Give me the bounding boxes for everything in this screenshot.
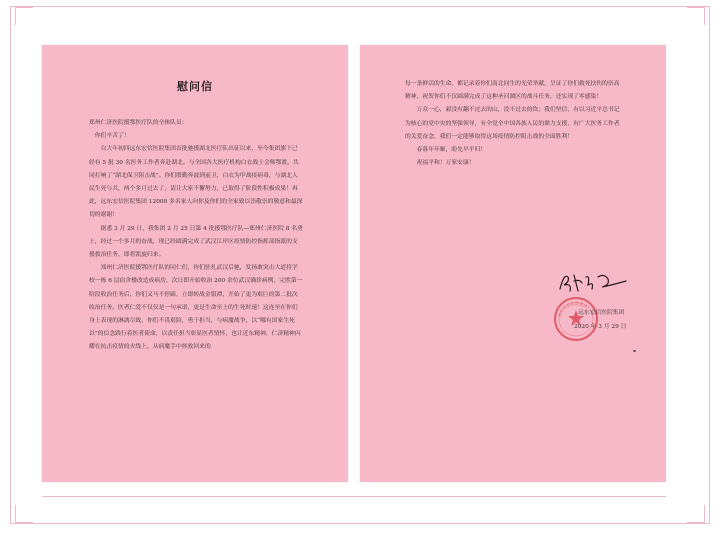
letter-title: 慰问信 [177, 80, 213, 93]
signing-organization: 远东宏信医院集团 [578, 310, 625, 316]
letter-paragraph: 据悉 3 月 29 日，我集团 2 月 25 日第 4 批援鄂医疗队—郑州仁济医院 8 名勇士，经过一个多月的奋战，现已经圆满完成了武汉江岸区疫情防控指挥部指派的支援救治任务，即将凯旋归来。 [89, 225, 303, 259]
official-seal-icon [552, 295, 600, 343]
signature-block [556, 277, 650, 357]
frame-corner-top-left [15, 7, 33, 25]
handwritten-signature [554, 267, 634, 299]
letter-greeting: 你们辛苦了！ [94, 133, 130, 140]
letter-paragraph: 自大年初四远东宏信医院集团首批驰援湖北医疗队出征以来，至今集团旗下已经有 5 批 30 名医务工作者奔赴湖北。与全国各大医疗机构白衣战士会师鄂渡，共同打响了“湖北保卫阻击战”。你们殷勤奔波到前卫，白衣为甲战疫病毒，与湖北人民生死与共，两个多月过去了，请让大家不懈努力，已取得了阶段性积极成果！再此，远东宏信医院集团 12000 多名家人向你及你们的全家致以崇敬崇的敬意和最深切的谢谢！ [89, 146, 303, 219]
frame-corner-bottom-right [687, 505, 705, 523]
letter-paragraph: 祝福平和！万家安康！ [416, 160, 475, 167]
letter-paragraph: 春暮年年顺，盼先早平归！ [416, 147, 487, 154]
frame-corner-top-right [687, 7, 705, 25]
letter-paragraph: 每一条鲜活的生命，都记录着你们南北同生的光荣举献，呈证了你们救死扶伤的崇高精神，祝贺你们不仅圆满完成了这种圣河湖区的战斗任务，还实现了零感染！ [405, 81, 620, 101]
letter-date: 2020 年 3 月 29 日 [574, 324, 627, 330]
letter-paragraph: 郑州仁济医院援鄂医疗队的同仁们，你们驻扎武汉后驰，发扬敢突击大道将学校一栋 6 层宿舍楼改造成病房，次日即开始收治 200 余位武汉确诊病例，完胜第一阶段收治任务后，你们又马不停蹄，立即转战金银潭，开始了更为艰巨的第二批次收治任务。医者仁爱不仅仅是一句承诺，更是生命至上的生死时速！这连至在你们身上表现的淋漓尽致，你们不畏艰险，勇于担当，与病魔战争，以“哪有国家生死以”的信念践行着医者使命，以责任担当彰显医者情怀，也让近东精神，仁济精神闪耀在抗击疫情的火线上，从病魔手中拯救回来的 [89, 265, 303, 351]
letter-page-2-body [405, 78, 623, 170]
frame-corner-bottom-left [15, 505, 33, 523]
bottom-divider [42, 496, 666, 497]
letter-paragraph: 万众一心，毅没有翻不过去的山，没不过去的坎；我们坚信，有以习近平总书记为核心的党中央的坚强领导，有全党全中国各族人民的鼎力支援，有广大医务工作者的关爱奋念，我们一定能够取得这场疫情防控阻击战的全面胜利！ [405, 107, 620, 140]
letter-page-1-body [89, 117, 303, 355]
paper-speck [633, 350, 636, 352]
letter-salutation: 郑州仁济医院援鄂医疗队的全体队员： [89, 120, 188, 126]
letter-page-2 [360, 45, 666, 482]
letter-page-1 [42, 45, 348, 482]
seal-text: 远东宏信医院集团 [556, 300, 589, 318]
